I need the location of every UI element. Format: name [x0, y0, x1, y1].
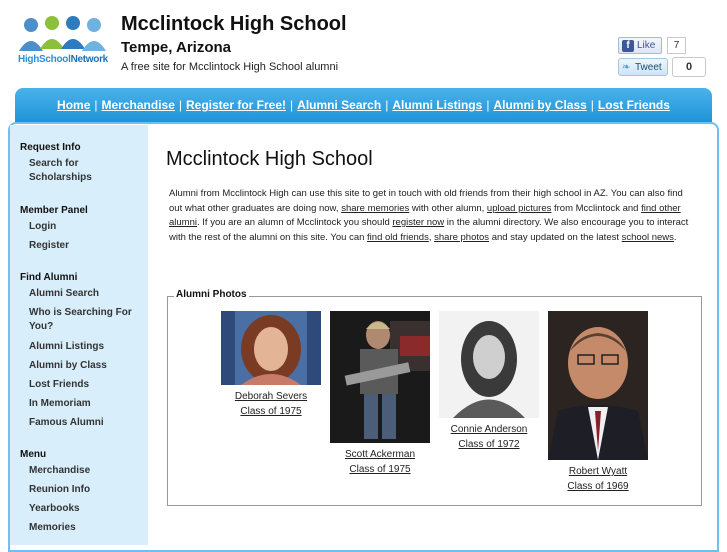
intro-text: , — [428, 231, 435, 243]
alumni-caption-4 — [543, 464, 653, 494]
intro-text: in the alumni directory. We also encourage you to interact with the rest of the alumni on this site. You can — [169, 217, 689, 243]
alumni-name-link[interactable]: Connie Anderson — [450, 424, 528, 435]
sidebar-item-who-is-searching[interactable]: Who is Searching For You? — [29, 307, 132, 332]
nav-merchandise[interactable]: Merchandise — [101, 98, 175, 112]
sidebar-item-lost-friends[interactable]: Lost Friends — [29, 379, 90, 390]
sidebar-section-member-panel: Member Panel — [20, 205, 88, 216]
sidebar-item-register[interactable]: Register — [29, 240, 70, 251]
intro-text: with other alumn, — [409, 202, 487, 214]
nav-home[interactable]: Home — [57, 98, 91, 112]
sidebar — [10, 125, 148, 545]
sidebar-section-request-info: Request Info — [20, 142, 81, 153]
nav-alumni-listings[interactable]: Alumni Listings — [392, 98, 483, 112]
sidebar-item-yearbooks[interactable]: Yearbooks — [29, 503, 80, 514]
nav-separator: | — [290, 98, 294, 112]
sidebar-item-alumni-by-class[interactable]: Alumni by Class — [29, 360, 107, 371]
sidebar-section-menu: Menu — [20, 449, 47, 460]
alumni-photo-4[interactable] — [548, 311, 648, 460]
nav-separator: | — [178, 98, 182, 112]
alumni-name-link[interactable]: Scott Ackerman — [344, 449, 416, 460]
nav-separator: | — [385, 98, 389, 112]
school-city: Tempe, Arizona — [121, 39, 232, 56]
alumni-caption-3 — [434, 422, 544, 452]
people-group-icon — [17, 13, 109, 55]
facebook-like-count: 7 — [667, 37, 686, 54]
page-title: Mcclintock High School — [166, 148, 373, 170]
sidebar-item-merchandise[interactable]: Merchandise — [29, 465, 91, 476]
upload-pictures-link[interactable]: upload pictures — [486, 202, 552, 214]
school-news-link[interactable]: school news — [621, 231, 674, 243]
highschoolnetwork-logo[interactable] — [17, 13, 109, 71]
portrait-image — [439, 311, 539, 418]
main-nav — [15, 88, 712, 122]
alumni-name-link[interactable]: Deborah Severs — [234, 391, 308, 402]
nav-alumni-search[interactable]: Alumni Search — [297, 98, 382, 112]
portrait-image — [330, 311, 430, 443]
alumni-photos-legend: Alumni Photos — [176, 289, 247, 300]
intro-text: and stay updated on the latest — [489, 231, 622, 243]
intro-paragraph — [169, 187, 697, 245]
portrait-image — [548, 311, 648, 460]
alumni-photo-3[interactable] — [439, 311, 539, 418]
alumni-name-link[interactable]: Robert Wyatt — [568, 466, 628, 477]
find-other-alumni-link[interactable]: find other alumni — [169, 202, 681, 228]
sidebar-item-scholarships[interactable]: Search for Scholarships — [29, 158, 92, 183]
intro-text: from Mcclintock and — [551, 202, 642, 214]
nav-separator: | — [590, 98, 594, 112]
sidebar-item-in-memoriam[interactable]: In Memoriam — [29, 398, 91, 409]
tweet-button[interactable] — [618, 58, 668, 76]
nav-register[interactable]: Register for Free! — [186, 98, 287, 112]
tweet-count: 0 — [672, 57, 706, 77]
school-title: Mcclintock High School — [121, 13, 347, 35]
sidebar-item-memories[interactable]: Memories — [29, 522, 76, 533]
alumni-class-link[interactable]: Class of 1969 — [567, 481, 629, 492]
alumni-class-link[interactable]: Class of 1972 — [458, 439, 520, 450]
nav-lost-friends[interactable]: Lost Friends — [597, 98, 670, 112]
nav-separator: | — [94, 98, 98, 112]
sidebar-item-alumni-listings[interactable]: Alumni Listings — [29, 341, 104, 352]
sidebar-item-famous-alumni[interactable]: Famous Alumni — [29, 417, 104, 428]
sidebar-section-find-alumni: Find Alumni — [20, 272, 78, 283]
site-header — [0, 0, 727, 88]
intro-text: . — [673, 231, 677, 243]
alumni-photo-1[interactable] — [221, 311, 321, 385]
nav-alumni-by-class[interactable]: Alumni by Class — [493, 98, 587, 112]
facebook-like-label: Like — [637, 40, 656, 51]
alumni-class-link[interactable]: Class of 1975 — [349, 464, 411, 475]
intro-text: Alumni from Mcclintock High can use this site to get in touch with old friends from their high school in AZ. You can also find out what other graduates are doing now, — [169, 188, 683, 214]
tweet-label: Tweet — [635, 61, 662, 73]
share-memories-link[interactable]: share memories — [341, 202, 410, 214]
nav-separator: | — [486, 98, 490, 112]
portrait-image — [221, 311, 321, 385]
share-photos-link[interactable]: share photos — [434, 231, 490, 243]
alumni-caption-1 — [216, 389, 326, 419]
twitter-bird-icon: ❧ — [622, 61, 631, 73]
find-old-friends-link[interactable]: find old friends — [367, 231, 429, 243]
register-now-link[interactable]: register now — [392, 217, 445, 228]
intro-text: . If you are an alumn of Mcclintock you should — [197, 217, 393, 228]
sidebar-item-reunion-info[interactable]: Reunion Info — [29, 484, 91, 495]
facebook-icon: f — [622, 40, 634, 52]
alumni-photo-2[interactable] — [330, 311, 430, 443]
alumni-class-link[interactable]: Class of 1975 — [240, 406, 302, 417]
school-tagline: A free site for Mcclintock High School alumni — [121, 61, 339, 73]
facebook-like-button[interactable] — [618, 37, 662, 54]
sidebar-item-login[interactable]: Login — [29, 221, 57, 232]
logo-text: HighSchoolNetwork — [18, 54, 108, 65]
sidebar-item-alumni-search[interactable]: Alumni Search — [29, 288, 100, 299]
alumni-caption-2 — [325, 447, 435, 477]
